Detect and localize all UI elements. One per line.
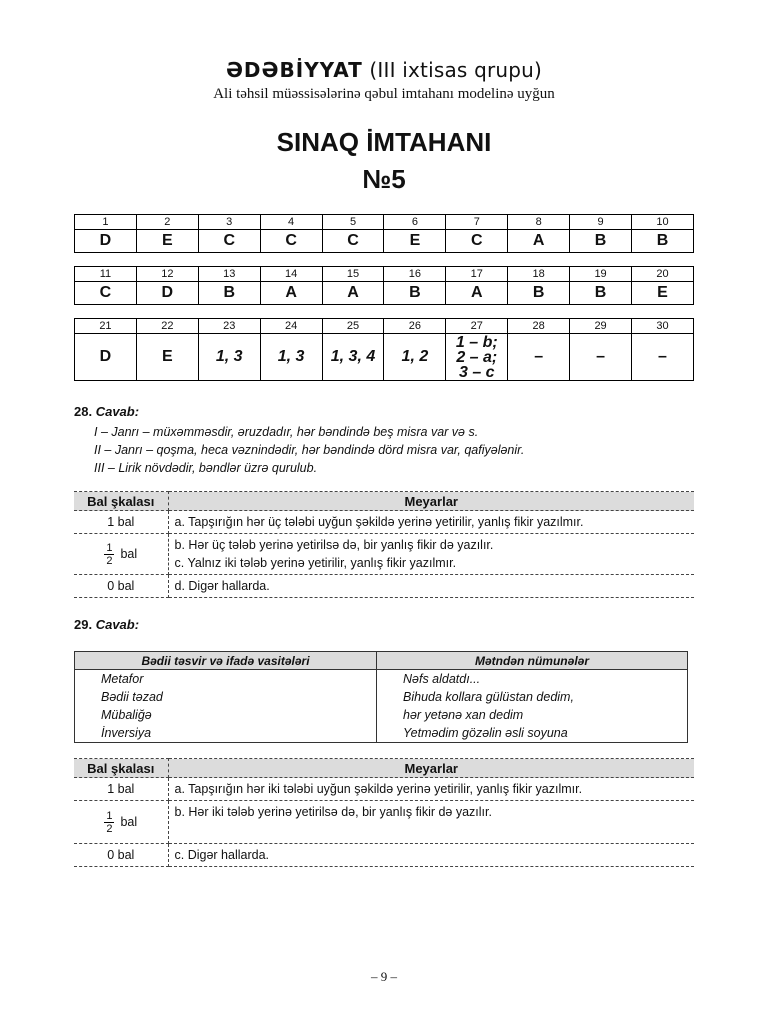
score-cell	[74, 801, 168, 844]
device-cell: İnversiya	[75, 724, 377, 743]
question-number: 30	[632, 319, 694, 334]
q28-heading	[74, 404, 139, 419]
score-cell: 1 bal	[74, 511, 168, 534]
criteria-text: a. Tapşırığın hər iki tələbi uyğun şəkildə yerinə yetirilir, yanlış fikir yazılmır.	[174, 782, 583, 796]
col-scale-header: Bal şkalası	[74, 759, 168, 778]
score-cell	[74, 534, 168, 575]
criteria-text: b. Hər iki tələb yerinə yetirilsə də, bir yanlış fikir də yazılır.	[174, 805, 492, 819]
score-unit: bal	[120, 546, 138, 561]
subject-group: (III ixtisas qrupu)	[369, 58, 543, 82]
answer-cell: B	[632, 230, 694, 253]
answer-cell: B	[570, 282, 632, 305]
col-criteria-header: Meyarlar	[168, 492, 694, 511]
question-number: 27	[446, 319, 508, 334]
half-fraction: $\frac{1}{2}$	[106, 541, 113, 567]
answer-cell-matching	[446, 334, 508, 381]
answer-cell: A	[446, 282, 508, 305]
criteria-text: c. Yalnız iki tələb yerinə yetirilir, yanlış fikir yazılmır.	[174, 556, 457, 570]
example-cell: Bihuda kollara gülüstan dedim,	[377, 688, 688, 706]
answer-cell: A	[260, 282, 322, 305]
question-number: 9	[570, 215, 632, 230]
answer-cell: B	[384, 282, 446, 305]
subject-heading	[0, 58, 768, 82]
answer-cell: B	[570, 230, 632, 253]
example-cell: Yetmədim gözəlin əsli soyuna	[377, 724, 688, 743]
criteria-cell	[168, 844, 694, 867]
question-number: 5	[322, 215, 384, 230]
question-number: 15	[322, 267, 384, 282]
answers-row	[75, 282, 694, 305]
answers-row	[75, 334, 694, 381]
answer-cell: E	[136, 334, 198, 381]
col-examples-header: Mətndən nümunələr	[377, 652, 688, 670]
col-devices-header: Bədii təsvir və ifadə vasitələri	[75, 652, 377, 670]
answer-cell: C	[75, 282, 137, 305]
score-cell: 1 bal	[74, 778, 168, 801]
question-number: 12	[136, 267, 198, 282]
question-number: 2	[136, 215, 198, 230]
answer-cell: E	[136, 230, 198, 253]
score-cell: 0 bal	[74, 575, 168, 598]
question-number: 10	[632, 215, 694, 230]
question-number: 29	[570, 319, 632, 334]
answer-cell: 1, 2	[384, 334, 446, 381]
question-number: 7	[446, 215, 508, 230]
question-number: 23	[198, 319, 260, 334]
criteria-header-row	[74, 492, 694, 511]
answer-cell: C	[446, 230, 508, 253]
criteria-row	[74, 511, 694, 534]
q28-answer-line: III – Lirik növdədir, bəndlər üzrə qurulub.	[94, 461, 318, 475]
question-number: 6	[384, 215, 446, 230]
criteria-cell	[168, 575, 694, 598]
criteria-cell	[168, 534, 694, 575]
criteria-text: b. Hər üç tələb yerinə yetirilsə də, bir yanlış fikir də yazılır.	[174, 538, 494, 552]
criteria-row	[74, 534, 694, 575]
col-criteria-header: Meyarlar	[168, 759, 694, 778]
q28-number: 28.	[74, 404, 93, 419]
devices-row	[75, 670, 688, 689]
question-number: 22	[136, 319, 198, 334]
question-number: 18	[508, 267, 570, 282]
question-number: 17	[446, 267, 508, 282]
question-number: 1	[75, 215, 137, 230]
device-cell: Metafor	[75, 670, 377, 689]
devices-row	[75, 724, 688, 743]
answer-cell: A	[508, 230, 570, 253]
criteria-cell	[168, 511, 694, 534]
device-cell: Mübaliğə	[75, 706, 377, 724]
q28-answer-line: I – Janrı – müxəmməsdir, əruzdadır, hər bəndində beş misra var və s.	[94, 425, 479, 439]
answer-cell: 1, 3, 4	[322, 334, 384, 381]
criteria-cell	[168, 778, 694, 801]
answer-cell: –	[570, 334, 632, 381]
example-cell: Nəfs aldatdı...	[377, 670, 688, 689]
answers-row	[75, 230, 694, 253]
example-cell: hər yetənə xan dedim	[377, 706, 688, 724]
criteria-row	[74, 801, 694, 844]
q29-label: Cavab:	[95, 617, 140, 632]
answer-cell: D	[75, 334, 137, 381]
matching-line: 3 – c	[458, 363, 495, 381]
answer-cell: A	[322, 282, 384, 305]
answer-cell: 1, 3	[198, 334, 260, 381]
score-cell: 0 bal	[74, 844, 168, 867]
devices-row	[75, 706, 688, 724]
question-number: 4	[260, 215, 322, 230]
page-title: SINAQ İMTAHANI	[276, 127, 492, 157]
devices-row	[75, 688, 688, 706]
answer-cell: D	[75, 230, 137, 253]
answer-cell: C	[198, 230, 260, 253]
subtitle: Ali təhsil müəssisələrinə qəbul imtahanı modelinə uyğun	[213, 86, 555, 102]
matching-line: 1 – b;	[455, 333, 498, 351]
q29-heading	[74, 617, 139, 632]
question-number: 24	[260, 319, 322, 334]
score-unit: bal	[120, 814, 138, 829]
subject-name: ƏDƏBİYYAT	[225, 58, 363, 82]
criteria-text: d. Digər hallarda.	[174, 579, 270, 593]
answer-cell: –	[508, 334, 570, 381]
answer-cell: B	[508, 282, 570, 305]
answer-cell: B	[198, 282, 260, 305]
matching-line: 2 – a;	[456, 348, 498, 366]
page-number: – 9 –	[371, 969, 397, 984]
exam-number: №5	[362, 164, 406, 194]
q28-criteria-table	[74, 491, 694, 598]
devices-header-row	[75, 652, 688, 670]
question-number: 26	[384, 319, 446, 334]
question-number: 28	[508, 319, 570, 334]
question-number: 11	[75, 267, 137, 282]
q29-number: 29.	[74, 617, 93, 632]
criteria-cell	[168, 801, 694, 844]
question-numbers-row	[75, 319, 694, 334]
criteria-text: c. Digər hallarda.	[174, 848, 269, 862]
device-cell: Bədii təzad	[75, 688, 377, 706]
q29-criteria-table	[74, 758, 694, 867]
question-number: 19	[570, 267, 632, 282]
question-number: 14	[260, 267, 322, 282]
question-numbers-row	[75, 215, 694, 230]
q28-label: Cavab:	[95, 404, 140, 419]
answer-cell: 1, 3	[260, 334, 322, 381]
answer-cell: E	[632, 282, 694, 305]
answer-cell: –	[632, 334, 694, 381]
criteria-header-row	[74, 759, 694, 778]
question-number: 21	[75, 319, 137, 334]
col-scale-header: Bal şkalası	[74, 492, 168, 511]
half-fraction: $\frac{1}{2}$	[106, 809, 113, 835]
question-number: 16	[384, 267, 446, 282]
question-number: 25	[322, 319, 384, 334]
answer-key-table-1	[74, 214, 694, 253]
question-number: 3	[198, 215, 260, 230]
q28-answer	[94, 423, 524, 477]
answer-cell: E	[384, 230, 446, 253]
answer-cell: D	[136, 282, 198, 305]
answer-key-table-2	[74, 266, 694, 305]
answer-cell: C	[260, 230, 322, 253]
question-numbers-row	[75, 267, 694, 282]
question-number: 20	[632, 267, 694, 282]
criteria-text: a. Tapşırığın hər üç tələbi uyğun şəkildə yerinə yetirilir, yanlış fikir yazılmır.	[174, 515, 584, 529]
criteria-row	[74, 844, 694, 867]
criteria-row	[74, 575, 694, 598]
answer-cell: C	[322, 230, 384, 253]
criteria-row	[74, 778, 694, 801]
q29-devices-table	[74, 651, 688, 743]
q28-answer-line: II – Janrı – qoşma, heca vəznindədir, hər bəndində dörd misra var, qafiyələnir.	[94, 443, 525, 457]
question-number: 8	[508, 215, 570, 230]
answer-key-table-3	[74, 318, 694, 381]
question-number: 13	[198, 267, 260, 282]
